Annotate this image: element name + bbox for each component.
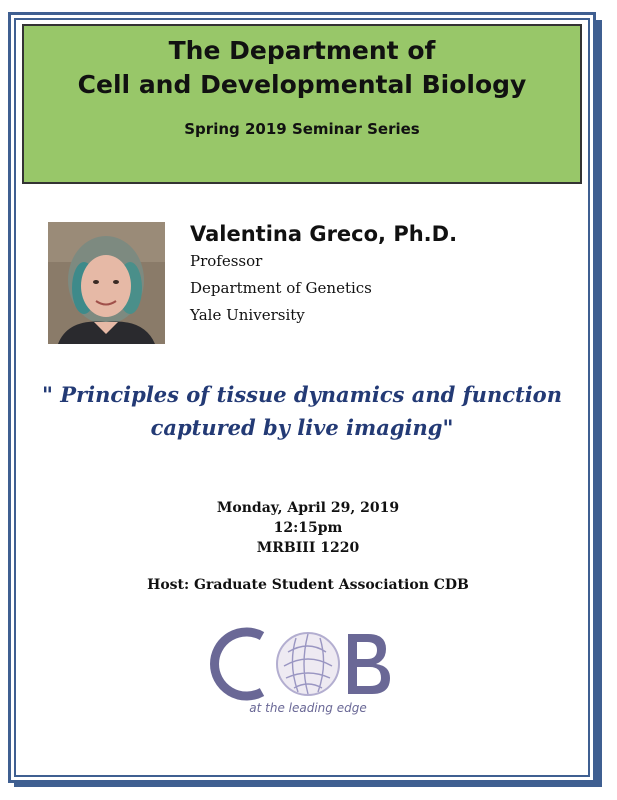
- department-title-line2: Cell and Developmental Biology: [77, 70, 527, 99]
- speaker-institution: Yale University: [190, 306, 305, 324]
- event-time: 12:15pm: [273, 520, 343, 536]
- talk-title-line1: " Principles of tissue dynamics and function: [42, 382, 562, 407]
- event-details: [22, 498, 594, 558]
- speaker-position: Professor: [190, 252, 263, 270]
- event-date: Monday, April 29, 2019: [216, 500, 400, 516]
- frame-shadow-right: [596, 20, 602, 786]
- department-title: [24, 34, 580, 102]
- speaker-info: [190, 220, 457, 329]
- speaker-department: Department of Genetics: [190, 279, 372, 297]
- header-banner: [22, 24, 582, 184]
- logo-tagline: at the leading edge: [249, 701, 367, 715]
- frame-shadow-bottom: [14, 783, 602, 787]
- speaker-photo: [48, 222, 165, 344]
- department-title-line1: The Department of: [168, 36, 436, 65]
- event-location: MRBIII 1220: [256, 540, 360, 556]
- speaker-name: Valentina Greco, Ph.D.: [190, 222, 458, 246]
- cdb-logo: [210, 622, 410, 722]
- talk-title-line2: captured by live imaging": [150, 415, 454, 440]
- talk-title: [22, 378, 582, 444]
- seminar-series-subtitle: Spring 2019 Seminar Series: [184, 120, 420, 138]
- event-host: Host: Graduate Student Association CDB: [147, 577, 469, 593]
